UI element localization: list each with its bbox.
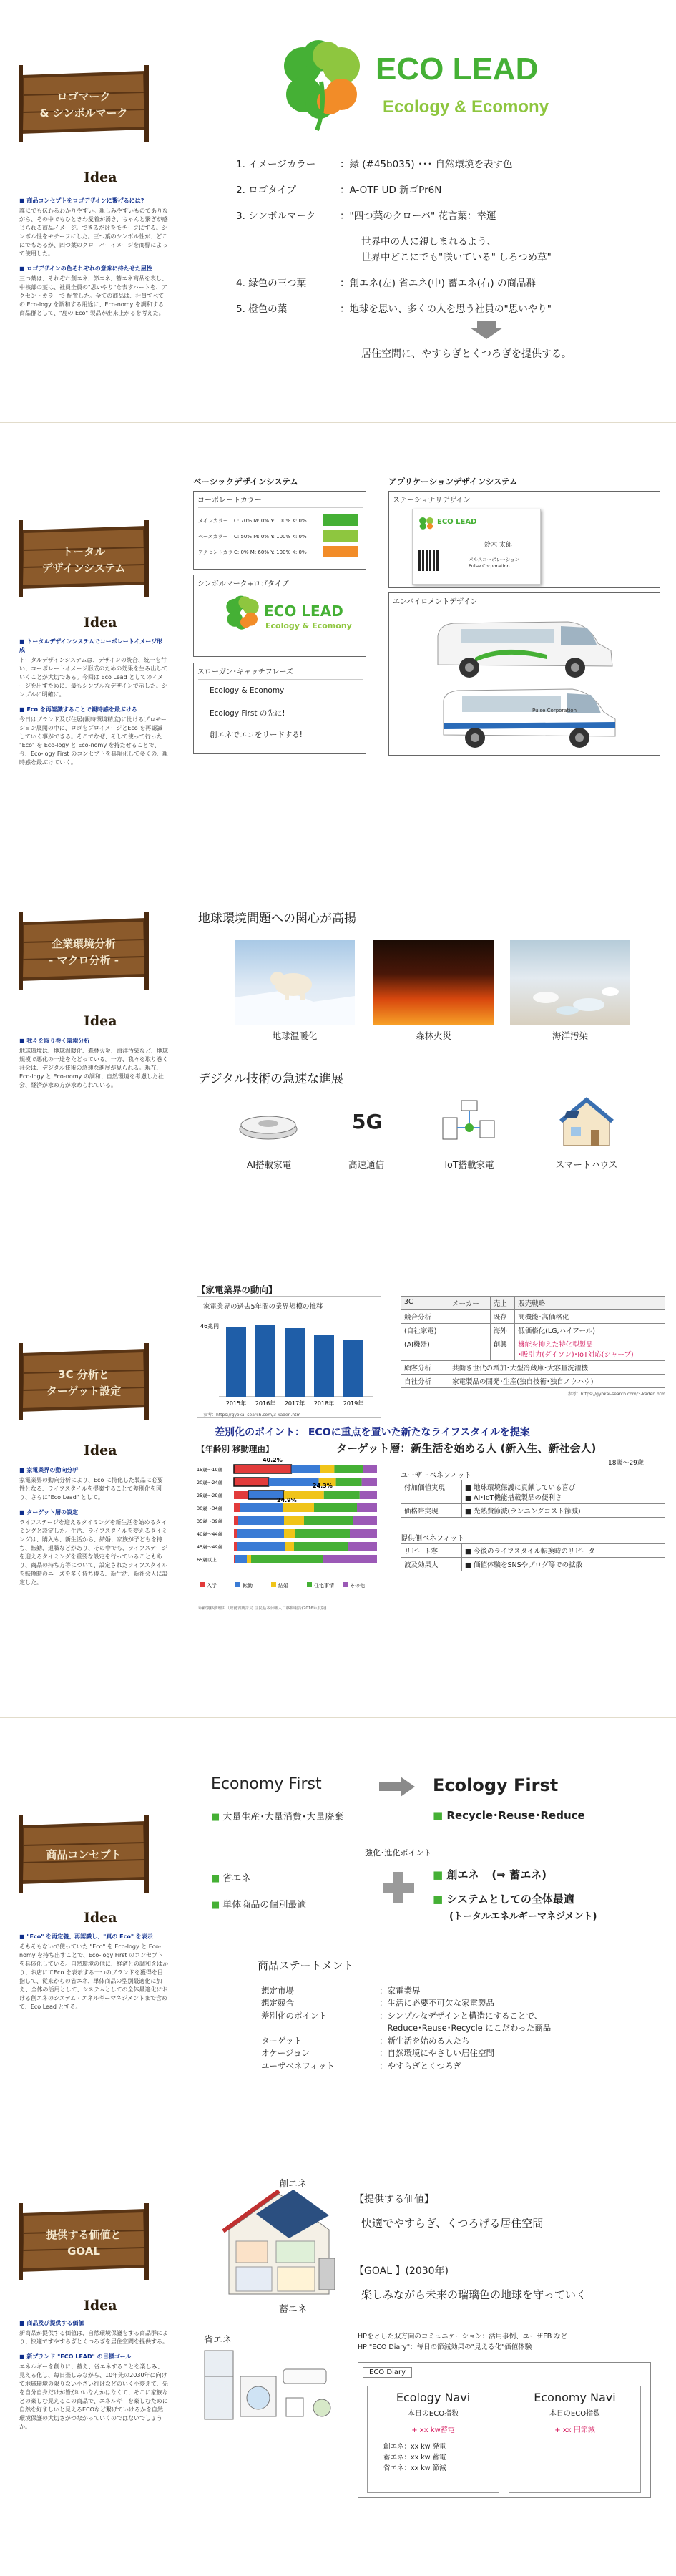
age-segment — [334, 1465, 363, 1473]
table-cell: 付加価値実現 — [401, 1480, 462, 1504]
box-title: シンボルマーク+ロゴタイプ — [197, 580, 289, 588]
note-heading: ■ 商品及び提供する価値 — [19, 2320, 84, 2326]
section-3c-analysis — [0, 1274, 676, 1717]
trend-bar-chart — [197, 1312, 382, 1410]
logo-name: ECO LEAD — [376, 52, 539, 87]
idea-heading: Idea — [84, 2298, 117, 2313]
tech-caption: IoT搭載家電 — [444, 1159, 494, 1170]
offer-benefit-table — [401, 1543, 665, 1571]
side-notes — [19, 1037, 168, 1090]
swatch-name: ベースカラー — [198, 534, 228, 540]
app-design-heading: アプリケーションデザインシステム — [388, 477, 518, 487]
table-cell: 顧客分析 — [401, 1361, 449, 1375]
differentiation-point: 差別化のポイント： ECOに重点を置いた新たなライフスタイルを提案 — [215, 1427, 530, 1438]
statement-heading: 商品ステートメント — [258, 1959, 354, 1972]
trend-bar — [226, 1327, 246, 1397]
age-segment — [234, 1465, 291, 1473]
age-segment — [324, 1491, 360, 1499]
create-energy-label: 創エネ — [279, 2179, 308, 2190]
age-row-label: 40歳～44歳 — [197, 1531, 223, 1537]
table-header: メーカー — [449, 1297, 491, 1310]
x-tick-label: 2017年 — [284, 1400, 305, 1407]
navi-row: 省エネ：xx kw 節減 — [383, 2464, 446, 2473]
iot-devices-icon — [440, 1099, 497, 1146]
note-heading: ■ ロゴデザインの色それぞれの意味に持たせた屋性 — [19, 265, 152, 272]
statement-list — [261, 1985, 551, 2072]
age-segment — [234, 1516, 238, 1525]
table-cell: 波及効果大 — [401, 1558, 462, 1571]
age-segment — [251, 1555, 323, 1563]
side-notes — [19, 1466, 168, 1587]
van-text: Pulse Corporation — [532, 708, 577, 713]
idea-heading: Idea — [84, 170, 117, 185]
table-cell: 高機能･高価格化 — [515, 1310, 665, 1324]
table-cell: 共働き世代の増加･大型冷蔵庫･大容量洗濯機 — [449, 1361, 665, 1375]
age-segment — [240, 1503, 283, 1512]
photo-caption: 森林火災 — [415, 1030, 451, 1041]
legend-label: 転勤 — [243, 1583, 253, 1589]
note-body: 地球環境は、地球温暖化、森林火災、海洋汚染など、地球規模で悪化の一途をたどっている。一方、我々を取り巻く社会は、デジタル技術の急速な進展が見られる。現在、Eco-logy と Eco-nomy の調和、自然環境を考慮した社会、経済が求め方が求められている。 — [19, 1048, 168, 1088]
table-cell: ■ 地球環境保護に貢献している喜び ■ AI･IoT機能搭載製品の便利さ — [462, 1480, 665, 1504]
age-segment — [363, 1465, 377, 1473]
age-row-label: 20歳～24歳 — [197, 1480, 223, 1485]
box-title: エンバイロメントデザイン — [393, 598, 478, 606]
user-benefit-heading: ユーザーベネフィット — [401, 1472, 472, 1480]
tech-caption: AI搭載家電 — [246, 1159, 292, 1170]
age-segment — [234, 1503, 240, 1512]
symbol-logotype-box — [193, 575, 366, 657]
navi-sub: 本日のECO指数 — [549, 2410, 601, 2418]
section-value-goal — [0, 2147, 676, 2576]
sign-title: 企業環境分析 - マクロ分析 - — [49, 937, 119, 967]
statement-key: 差別化のポイント — [261, 2010, 327, 2021]
card-company: パルスコーポレーション Pulse Corporation — [469, 557, 520, 570]
spec-value: ：地球を思い、多くの人を思う社員の"思いやり" — [340, 303, 552, 315]
swatch-name: アクセントカラー — [198, 550, 238, 555]
swatch-list — [198, 513, 359, 560]
chart-source: 参考：https://gyokai-search.com/3-kaden.htm — [203, 1413, 301, 1418]
spec-label: 4. 緑色の三つ葉 — [236, 278, 307, 289]
swatch-code: C: 0% M: 60% Y: 100% K: 0% — [234, 550, 307, 555]
note-body: 誰にでも伝わるわかりやすい。親しみやすいものでありながら、その中でもひときわ愛着が湧き、ちゃんと繋ぎが感じられる商品イメージ。できるだけをモチーフにする。シンボル性をモチーフにした。三つ葉のシンボル性が、どこにでもあるが、四つ葉のクローバーイメージを商標によって使用した。 — [19, 208, 168, 257]
appliances-illustration — [200, 2348, 343, 2426]
table-cell: ■ 今後のライフスタイル転換時のリピータ — [462, 1544, 665, 1558]
age-segment — [350, 1529, 377, 1538]
idea-heading: Idea — [84, 1013, 117, 1029]
basic-design-heading: ベーシックデザインシステム — [193, 477, 298, 487]
plus-icon — [383, 1872, 414, 1903]
statement-value: ：やすらぎとくつろぎ — [379, 2060, 461, 2071]
wood-sign — [16, 516, 152, 600]
eco-diary-tag: ECO Diary — [363, 2367, 412, 2378]
slogan-line: Ecology First の先に! — [210, 709, 285, 718]
table-cell: 自社分析 — [401, 1375, 449, 1388]
table-cell: 機能を抑えた特化型製品 ･吸引力(ダイソン)･IoT対応(シャープ) — [515, 1337, 665, 1361]
new-item: Recycle･Reuse･Reduce — [446, 1809, 585, 1822]
swatch-accent — [323, 546, 358, 557]
note-body: エネルギーを創りに、蓄え、省エネすることを楽しみ、見える化し、毎日楽しみながら、10年先の2030年に向けて地球環境の限りない小さい行けなどのいく小変えて、先を自分自身だけが皆がいいなんかはなくて、そこに家族などの楽しむ見えるこの商品で、エネルギーを楽しむために自然を好ましいと見えるECOなど繋げていけるかを自然環境保護の大切さがつながっていくのではないでしょうか。 — [19, 2363, 168, 2430]
3c-table — [401, 1296, 665, 1397]
trend-heading: 【家電業界の動向】 — [197, 1284, 278, 1295]
table-cell: ■ 価値体験をSNSやブログ等での拡散 — [462, 1558, 665, 1571]
forest-fire-photo — [373, 940, 494, 1025]
navi-value: + xx 円節減 — [554, 2426, 595, 2434]
age-row-label: 30歳～34歳 — [197, 1506, 223, 1511]
logo-tagline: Ecology & Ecomony — [383, 97, 549, 117]
table-header: 3C — [401, 1297, 449, 1310]
environment-box — [388, 592, 660, 756]
photo-caption: 海洋汚染 — [552, 1030, 588, 1041]
trend-bar — [314, 1335, 334, 1397]
age-source: 年齢別移動理由（総務省統計局 住民基本台帳人口移動報告(2016年度版) — [198, 1606, 327, 1611]
age-segment — [285, 1542, 294, 1551]
age-row-label: 65歳以上 — [197, 1557, 217, 1563]
swatch-code: C: 50% M: 0% Y: 100% K: 0% — [234, 534, 307, 540]
legend-label: 住宅事情 — [314, 1583, 334, 1589]
statement-key: 想定競合 — [261, 1998, 294, 2009]
age-row-label: 35歳～39歳 — [197, 1518, 223, 1524]
spec-label: 5. 橙色の葉 — [236, 303, 288, 315]
spec-result: 居住空間に、やすらぎとくつろぎを提供する。 — [361, 348, 572, 360]
y-tick-label: 46兆円 — [200, 1323, 220, 1330]
statement-value: ：生活に必要不可欠な家電製品 — [379, 1998, 494, 2009]
note-heading: ■ 我々を取り巻く環境分析 — [19, 1038, 90, 1044]
chart-title: 家電業界の過去5年間の業界規模の推移 — [203, 1303, 323, 1311]
concern-heading: 地球環境問題への関心が高揚 — [198, 912, 356, 926]
slogan-line: 創エネでエコをリードする! — [210, 731, 303, 739]
logo-name: ECO LEAD — [264, 602, 343, 620]
age-segment — [348, 1542, 377, 1551]
age-segment — [360, 1491, 377, 1499]
old-item: 大量生産･大量消費･大量廃棄 — [222, 1812, 344, 1823]
table-cell: リピート客 — [401, 1544, 462, 1558]
down-arrow-icon — [469, 321, 504, 339]
note-heading: ■ ターゲット層の設定 — [19, 1509, 79, 1516]
side-notes — [19, 197, 168, 318]
stationery-box — [388, 491, 660, 588]
corporate-color-box — [193, 491, 366, 570]
box-title: スローガン･キャッチフレーズ — [197, 668, 293, 676]
value-text: 快適でやすらぎ、くつろげる居住空間 — [361, 2217, 544, 2230]
qr-code — [418, 550, 440, 571]
age-segment — [362, 1478, 377, 1486]
age-segment — [357, 1503, 377, 1512]
age-segment — [304, 1516, 353, 1525]
statement-value: Reduce･Reuse･Recycle にこだわった商品 — [379, 2023, 552, 2034]
spec-value: ："四つ葉のクローバ" 花言葉：幸運 — [340, 210, 496, 222]
navi-row: 創エネ：xx kw 発電 — [383, 2443, 446, 2451]
ocean-pollution-photo — [510, 940, 630, 1025]
note-body: 家電業界の動向分析により、Eco に特化した製品に必要性となる、ライフスタイルを提案することで差別化を図り、さらに"Eco Lead" として。 — [19, 1477, 163, 1501]
sign-title: トータル デザインシステム — [41, 545, 126, 575]
wood-sign — [16, 61, 152, 145]
right-arrow-icon — [379, 1777, 415, 1797]
wood-sign — [16, 908, 152, 992]
value-heading: 【提供する価値】 — [354, 2194, 434, 2205]
legend-swatch — [235, 1582, 240, 1587]
table-cell: (自社家電) — [401, 1324, 449, 1337]
age-stacked-chart — [197, 1455, 384, 1605]
offer-benefit-heading: 提供側ベネフィット — [401, 1535, 465, 1543]
table-cell: ■ 光熱費節減(ランニングコスト節減) — [462, 1504, 665, 1518]
tech-caption: 高速通信 — [348, 1159, 384, 1170]
spec-line: 世界中の人に親しまれるよう、 — [361, 236, 496, 248]
slogan-box — [193, 663, 366, 754]
age-segment — [294, 1542, 348, 1551]
age-segment — [234, 1542, 237, 1551]
statement-key: ユーザベネフィット — [261, 2060, 335, 2071]
legend-swatch — [307, 1582, 312, 1587]
table-cell: 既存 — [490, 1310, 515, 1324]
goal-heading: 【GOAL 】(2030年) — [354, 2265, 449, 2277]
table-header: 販売戦略 — [515, 1297, 665, 1310]
legend-label: その他 — [350, 1583, 365, 1589]
age-segment — [314, 1503, 357, 1512]
age-segment — [234, 1478, 269, 1486]
x-tick-label: 2015年 — [225, 1400, 247, 1407]
statement-key: ターゲット — [261, 2035, 303, 2046]
spec-label: 2. ロゴタイプ — [236, 185, 296, 196]
table-cell: 競合分析 — [401, 1310, 449, 1324]
global-warming-photo — [235, 940, 355, 1025]
new-item: 創エネ — [446, 1868, 479, 1881]
section-total-design — [0, 422, 676, 852]
table-cell: 海外 — [490, 1324, 515, 1337]
old-item: 単体商品の個別最適 — [222, 1900, 307, 1911]
age-segment — [269, 1478, 319, 1486]
section-macro-analysis — [0, 852, 676, 1274]
sign-title: 提供する価値と GOAL — [46, 2228, 122, 2258]
swatch-base — [323, 530, 358, 542]
eco-lead-logo — [275, 36, 576, 143]
new-item-arrow: (⇒ 蓄エネ) — [491, 1868, 547, 1881]
statement-key: オケージョン — [261, 2048, 310, 2059]
statement-value: ：自然環境にやさしい居住空間 — [379, 2048, 494, 2059]
eco-house-illustration — [215, 2187, 343, 2301]
ecology-navi-card[interactable] — [367, 2386, 499, 2493]
card-person-name: 鈴木 太郎 — [484, 542, 512, 549]
navi-sub: 本日のECO指数 — [407, 2410, 459, 2418]
save-energy-label: 省エネ — [204, 2335, 232, 2346]
side-notes — [19, 2319, 168, 2431]
swatch-code: C: 70% M: 0% Y: 100% K: 0% — [234, 518, 307, 524]
age-row-label: 15歳～19歳 — [197, 1467, 223, 1473]
ecology-first-heading: Ecology First — [433, 1775, 559, 1795]
van-illustration — [432, 615, 618, 680]
age-segment — [284, 1516, 304, 1525]
age-segment — [237, 1542, 285, 1551]
x-tick-label: 2016年 — [255, 1400, 276, 1407]
age-pct-label: 24.9% — [277, 1497, 297, 1503]
business-card — [412, 509, 541, 585]
navi-value: + xx kw蓄電 — [411, 2426, 455, 2434]
age-segment — [353, 1516, 377, 1525]
van-illustration — [439, 683, 618, 751]
goal-text: 楽しみながら未来の瑠璃色の地球を守っていく — [361, 2288, 587, 2301]
age-pct-label: 24.3% — [313, 1483, 333, 1489]
side-notes — [19, 1933, 168, 2011]
legend-swatch — [343, 1582, 348, 1587]
logo-tagline: Ecology & Ecomony — [265, 621, 352, 630]
legend-label: 結婚 — [278, 1583, 288, 1589]
economy-first-heading: Economy First — [211, 1775, 322, 1793]
x-tick-label: 2019年 — [343, 1400, 364, 1407]
idea-heading: Idea — [84, 615, 117, 630]
old-item: 省エネ — [222, 1873, 251, 1884]
legend-swatch — [200, 1582, 205, 1587]
target-heading: ターゲット層：新生活を始める人 (新入生、新社会人) — [336, 1442, 597, 1455]
age-row-label: 45歳～49歳 — [197, 1544, 223, 1550]
note-heading: ■ "Eco" を再定義、再認識し、"真の Eco" を表示 — [19, 1933, 153, 1940]
spec-value: ：創エネ(左) 省エネ(中) 蓄エネ(右) の商品群 — [340, 278, 536, 289]
target-age: 18歳～29歳 — [608, 1460, 644, 1467]
swatch-main — [323, 514, 358, 526]
tech-caption: スマートハウス — [555, 1159, 618, 1170]
table-cell: 価格帯実現 — [401, 1504, 462, 1518]
trend-chart-box — [197, 1296, 381, 1418]
age-segment — [284, 1529, 295, 1538]
navi-title: Ecology Navi — [396, 2391, 471, 2404]
age-segment — [323, 1555, 377, 1563]
side-notes — [19, 638, 168, 767]
table-cell: 創興 — [490, 1337, 515, 1361]
statement-value: ：新生活を始める人たち — [379, 2035, 470, 2046]
age-row-label: 25歳～29歳 — [197, 1493, 223, 1498]
note-body: ライフステージを迎えるタイミングを新生活を始めるタイミングと設定した。生活、ライフスタイルを変えるタイミングは、購入も、新生活から、結婚、家族が子どもを持ち、転勤、退職などがあり、その中でも、ライフステージを迎えるタイミングを重要な設定を行っていることもあり、商品の持ち方等について、設定されたライフスタイルを転換時のニーズを多く持ち得る、新生活、新社会人に設定した。 — [19, 1519, 168, 1586]
legend-swatch — [271, 1582, 276, 1587]
statement-value: ：家電業界 — [379, 1986, 421, 1996]
age-segment — [291, 1465, 320, 1473]
sign-title: 商品コンセプト — [46, 1848, 122, 1862]
note-heading: ■ 家電業界の動向分析 — [19, 1467, 79, 1473]
clover-icon — [222, 594, 263, 637]
smart-house-icon — [558, 1096, 615, 1150]
robot-vacuum-icon — [236, 1108, 300, 1143]
clover-icon — [275, 36, 368, 136]
user-benefit-table — [401, 1480, 665, 1518]
note-body: 今日はブランド及び住居(親時環境精度)に比けるプロモーション展開の中に、ロゴをプロイメージとEco を再認識していく事ができる。そこでなぜ、そして使って行った "Eco" を Eco-logy と Eco-nomy を持たせることで、今、Eco-logy First のコンセプトを具現化して多くの、親時感を最ぶけていく。 — [19, 716, 168, 766]
box-title: ステーショナリデザイン — [393, 497, 471, 504]
strength-label: 強化･進化ポイント — [365, 1848, 432, 1858]
table-cell: 低価格化(LG,ハイアール) — [515, 1324, 665, 1337]
wood-sign — [16, 2199, 152, 2283]
store-energy-label: 蓄エネ — [279, 2304, 308, 2315]
x-tick-label: 2018年 — [313, 1400, 335, 1407]
slogan-line: Ecology & Economy — [210, 686, 285, 695]
box-title: コーポレートカラー — [197, 497, 262, 504]
age-segment — [235, 1555, 247, 1563]
hp-text: HPをとした双方向のコミュニケーション：活用事例、ユーザFB など HP "ECO Diary"：毎日の節減効果の"見える化"価値体験 — [358, 2333, 568, 2351]
trend-bar — [285, 1328, 305, 1397]
navi-title: Economy Navi — [534, 2391, 616, 2404]
note-body: トータルデザインシステムは、デザインの統合、統一を行い、コーポレートイメージ形成のための効果を生み出していくことが大切である。今回は Eco Lead としてのイメージを出すために、最もシンプルなデザインで示した。シンプルに明確に。 — [19, 657, 168, 698]
navi-row: 蓄エネ：xx kw 蓄電 — [383, 2454, 446, 2462]
spec-label: 3. シンボルマーク — [236, 210, 316, 222]
statement-value: ：シンプルなデザインと構造にすることで、 — [379, 2010, 543, 2021]
age-segment — [238, 1516, 284, 1525]
swatch-name: メインカラー — [198, 518, 228, 524]
note-heading: ■ トータルデザインシステムでコーポレートイメージ形成 — [19, 638, 163, 653]
age-segment — [234, 1491, 248, 1499]
section-logo — [0, 0, 676, 422]
note-body: 三つ葉は、それぞれ創エネ、節エネ、蓄エネ商品を表し、中核部の葉は、社員全員の"思いやり"を表すハートを、アクセントカラーで 配置した。全ての商品は、社員すべての Eco-logy を調和する用途に、Eco-nomy を調和する商品群として、"島の Eco" 製品が出来上がるを考えた。 — [19, 275, 168, 316]
age-segment — [234, 1555, 235, 1563]
table-cell: 家電製品の開発･生産(独自技術･独自ノウハウ) — [449, 1375, 665, 1388]
sign-title: ロゴマーク & シンボルマーク — [39, 89, 128, 119]
photo-caption: 地球温暖化 — [272, 1030, 318, 1041]
age-segment — [283, 1503, 314, 1512]
spec-value: ：緑 (#45b035) ･･･ 自然環境を表す色 — [340, 159, 513, 170]
eco-diary-box — [358, 2362, 651, 2498]
new-item: システムとしての全体最適 — [446, 1893, 574, 1906]
age-heading: 【年齢別 移動理由】 — [197, 1444, 274, 1454]
table-cell: (AI機器) — [401, 1337, 449, 1361]
wood-sign — [16, 1811, 152, 1896]
note-body: 新商品が提供する価値は、自然環境保護をする商品群により、快適ですやすらぎとくつろぎを居住空間を提供する。 — [19, 2330, 168, 2345]
legend-label: 入学 — [207, 1583, 217, 1589]
sign-title: 3C 分析と ターゲット設定 — [46, 1367, 122, 1397]
note-heading: ■ 商品コンセプトをロゴデザインに繋げるには? — [19, 197, 144, 204]
clover-icon — [417, 515, 436, 534]
trend-bar — [343, 1340, 363, 1397]
spec-value: ：A-OTF UD 新ゴPr6N — [340, 185, 442, 196]
trend-bar — [255, 1325, 275, 1397]
note-heading: ■ 新ブランド "ECO LEAD" の目標ゴール — [19, 2353, 132, 2360]
age-segment — [247, 1555, 251, 1563]
digital-heading: デジタル技術の急速な進展 — [198, 1072, 343, 1086]
statement-key: 想定市場 — [261, 1986, 294, 1996]
5g-icon: 5G — [352, 1110, 383, 1133]
spec-label: 1. イメージカラー — [236, 159, 316, 170]
new-item-sub: (トータルエネルギーマネジメント) — [449, 1911, 597, 1922]
age-segment — [295, 1529, 350, 1538]
section-product-concept: 商品コンセプト Idea ■ "Eco" を再定義、再認識し、"真の Eco" を表示 そもそもないで使っていた "Eco" を Eco-logy と Eco-nomy を持ち出すことで、Eco-logy First のコンセプトを具体化している。自然環境の他に、経済との調和をはかり、お店にてEco を表示する一つのブランドを獲得を目指して、従来からの省エネ、単体商品の型別最適化に加え、全体の活用として、システムとしての全体最適化における創エネのシステム・エネルギーマネジメントまで含めて、Eco Lead とする。 Economy First Ecology First ■ 大量生産･大量消費･大量廃棄 ■ Recycle･Reuse･Reduce 強化･進化ポイント ■ 省エネ ■ 単体商品の個別最適 ■ 創エネ (⇒ 蓄エネ) ■ システムとしての全体最適 (トータルエネルギーマネジメント) 商品ステートメント 想定市場 ：家電業界 想定競合 ：生活に必要不可欠な家電製品 差別化のポイント ：シンプルなデザインと構造にすることで、 Reduce･Reuse･Recycle にこだわった商品 ターゲット ：新生活を始める人たち オケージョン ：自然環境にやさしい居住空間 ユーザベネフィット ：やすらぎとくつろぎ — [0, 1717, 676, 2147]
note-heading: ■ Eco を再認識することで親時感を最ぶける — [19, 706, 137, 713]
idea-heading: Idea — [84, 1910, 117, 1926]
spec-line: 世界中どこにでも"咲いている" しろつめ草" — [361, 252, 552, 263]
table-header: 売上 — [490, 1297, 515, 1310]
note-body: そもそもないで使っていた "Eco" を Eco-logy と Eco-nomy を持ち出すことで、Eco-logy First のコンセプトを具体化している。自然環境の他に、経済との調和をはかり、お店にてEco を表示する一つのブランドを獲得を目指して、従来からの省エネ、単体商品の型別最適化に加え、全体の活用として、システムとしての全体最適化における創エネのシステム・エネルギーマネジメントまで含めて、Eco Lead とする。 — [19, 1943, 168, 2010]
card-logo: ECO LEAD — [437, 518, 477, 526]
wood-sign — [16, 1339, 152, 1423]
age-segment — [320, 1465, 334, 1473]
age-segment — [234, 1529, 237, 1538]
age-segment — [237, 1529, 284, 1538]
economy-navi-card[interactable] — [509, 2386, 641, 2493]
age-segment — [336, 1478, 362, 1486]
age-pct-label: 40.2% — [263, 1457, 283, 1463]
idea-heading: Idea — [84, 1443, 117, 1458]
table-source: 参考：https://gyokai-search.com/3-kaden.htm — [567, 1392, 665, 1397]
